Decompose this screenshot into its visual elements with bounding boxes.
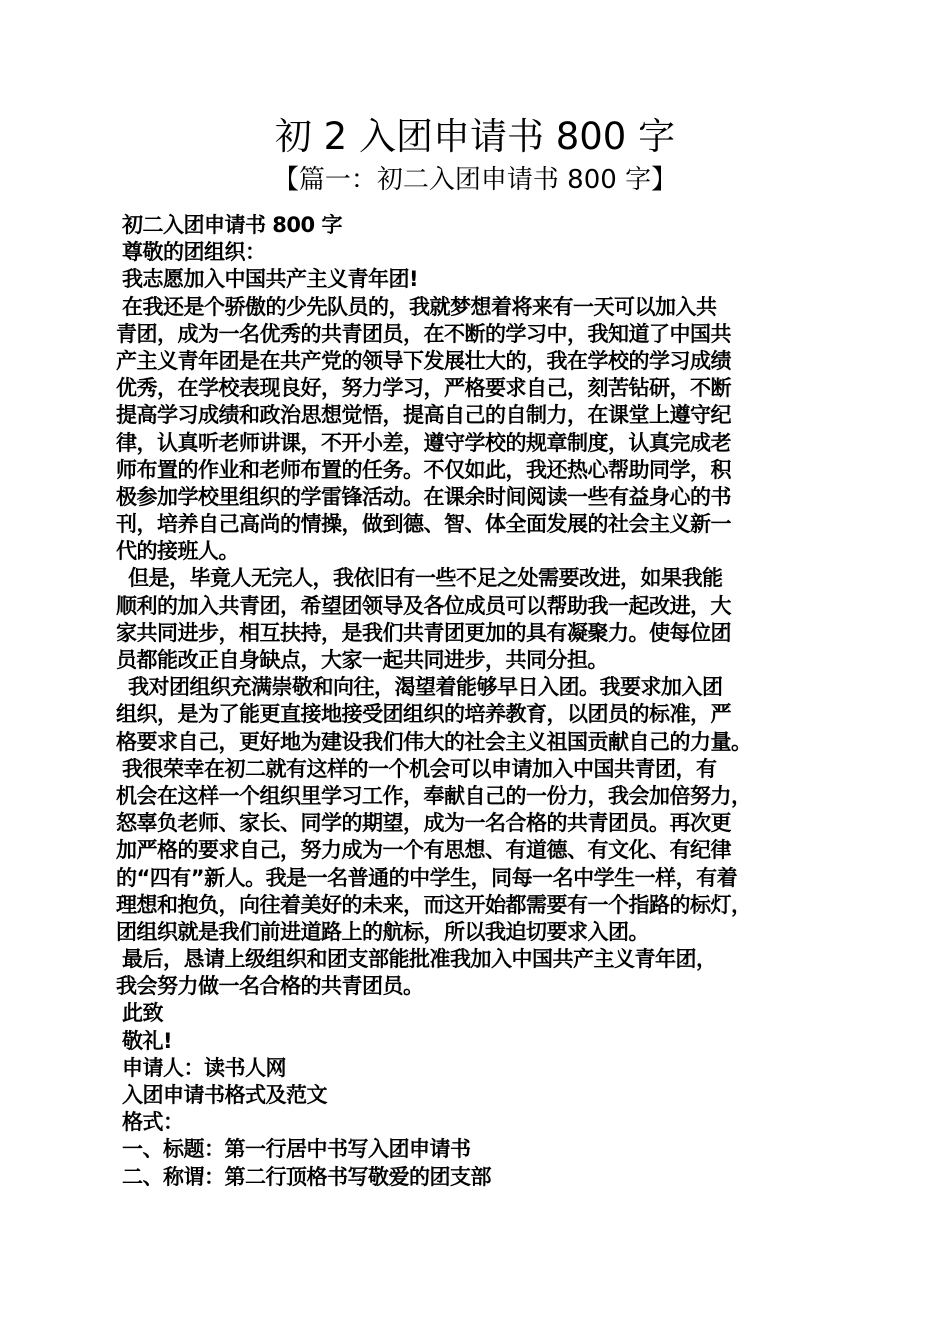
text-line: 我对团组织充满崇敬和向往，渴望着能够早日入团。我要求加入团 — [128, 675, 723, 700]
text-line: 在我还是个骄傲的少先队员的，我就梦想着将来有一天可以加入共 — [122, 294, 717, 319]
text-line: 尊敬的团组织： — [122, 240, 266, 265]
text-line: 加严格的要求自己，努力成为一个有思想、有道德、有文化、有纪律 — [116, 838, 731, 863]
text-line: 我志愿加入中国共产主义青年团! — [122, 267, 419, 292]
text-line: 二、称谓：第二行顶格书写敬爱的团支部 — [122, 1164, 491, 1189]
text-line: 机会在这样一个组织里学习工作，奉献自己的一份力，我会加倍努力， — [116, 783, 752, 808]
document-title: 初 2 入团申请书 800 字 — [274, 115, 676, 158]
text-line: 的“四有”新人。我是一名普通的中学生，同每一名中学生一样，有着 — [116, 865, 738, 890]
text-line: 团组织就是我们前进道路上的航标，所以我迫切要求入团。 — [116, 919, 649, 944]
text-line: 我很荣幸在初二就有这样的一个机会可以申请加入中国共青团，有 — [122, 756, 717, 781]
document-body — [116, 212, 846, 1191]
text-line: 最后，恳请上级组织和团支部能批准我加入中国共产主义青年团， — [122, 947, 717, 972]
text-line: 青团，成为一名优秀的共青团员，在不断的学习中，我知道了中国共 — [116, 321, 731, 346]
text-line: 我会努力做一名合格的共青团员。 — [116, 974, 424, 999]
text-line: 律，认真听老师讲课，不开小差，遵守学校的规章制度，认真完成老 — [116, 430, 731, 455]
text-line: 员都能改正自身缺点，大家一起共同进步，共同分担。 — [116, 648, 608, 672]
text-line: 刊，培养自己高尚的情操，做到德、智、体全面发展的社会主义新一 — [116, 512, 731, 537]
text-line: 产主义青年团是在共产党的领导下发展壮大的，我在学校的学习成绩 — [116, 348, 731, 373]
text-line: 顺利的加入共青团，希望团领导及各位成员可以帮助我一起改进，大 — [116, 593, 731, 618]
text-line: 格要求自己，更好地为建设我们伟大的社会主义祖国贡献自己的力量。 — [116, 729, 752, 754]
text-line: 一、标题：第一行居中书写入团申请书 — [122, 1137, 471, 1162]
text-line: 优秀，在学校表现良好，努力学习，严格要求自己，刻苦钻研，不断 — [116, 376, 731, 401]
text-line: 申请人：读书人网 — [122, 1055, 286, 1080]
text-line: 组织，是为了能更直接地接受团组织的培养教育，以团员的标准，严 — [116, 702, 731, 727]
text-line: 提高学习成绩和政治思想觉悟，提高自己的自制力，在课堂上遵守纪 — [116, 403, 731, 428]
text-line: 初二入团申请书 800 字 — [122, 213, 342, 237]
text-line: 格式： — [122, 1110, 184, 1135]
text-line: 理想和抱负，向往着美好的未来，而这开始都需要有一个指路的标灯， — [116, 892, 752, 917]
text-line: 敬礼! — [122, 1028, 173, 1053]
text-line: 极参加学校里组织的学雷锋活动。在课余时间阅读一些有益身心的书 — [116, 484, 731, 509]
text-line: 但是，毕竟人无完人，我依旧有一些不足之处需要改进，如果我能 — [128, 566, 723, 591]
text-line: 怒辜负老师、家长、同学的期望，成为一名合格的共青团员。再次更 — [116, 811, 731, 836]
text-line: 代的接班人。 — [116, 539, 239, 564]
text-line: 师布置的作业和老师布置的任务。不仅如此，我还热心帮助同学，积 — [116, 457, 731, 482]
text-line: 家共同进步，相互扶持，是我们共青团更加的具有凝聚力。使每位团 — [116, 620, 731, 645]
text-line: 入团申请书格式及范文 — [122, 1083, 327, 1107]
text-line: 此致 — [122, 1001, 163, 1026]
document-subtitle: 【篇一：初二入团申请书 800 字】 — [272, 165, 678, 195]
